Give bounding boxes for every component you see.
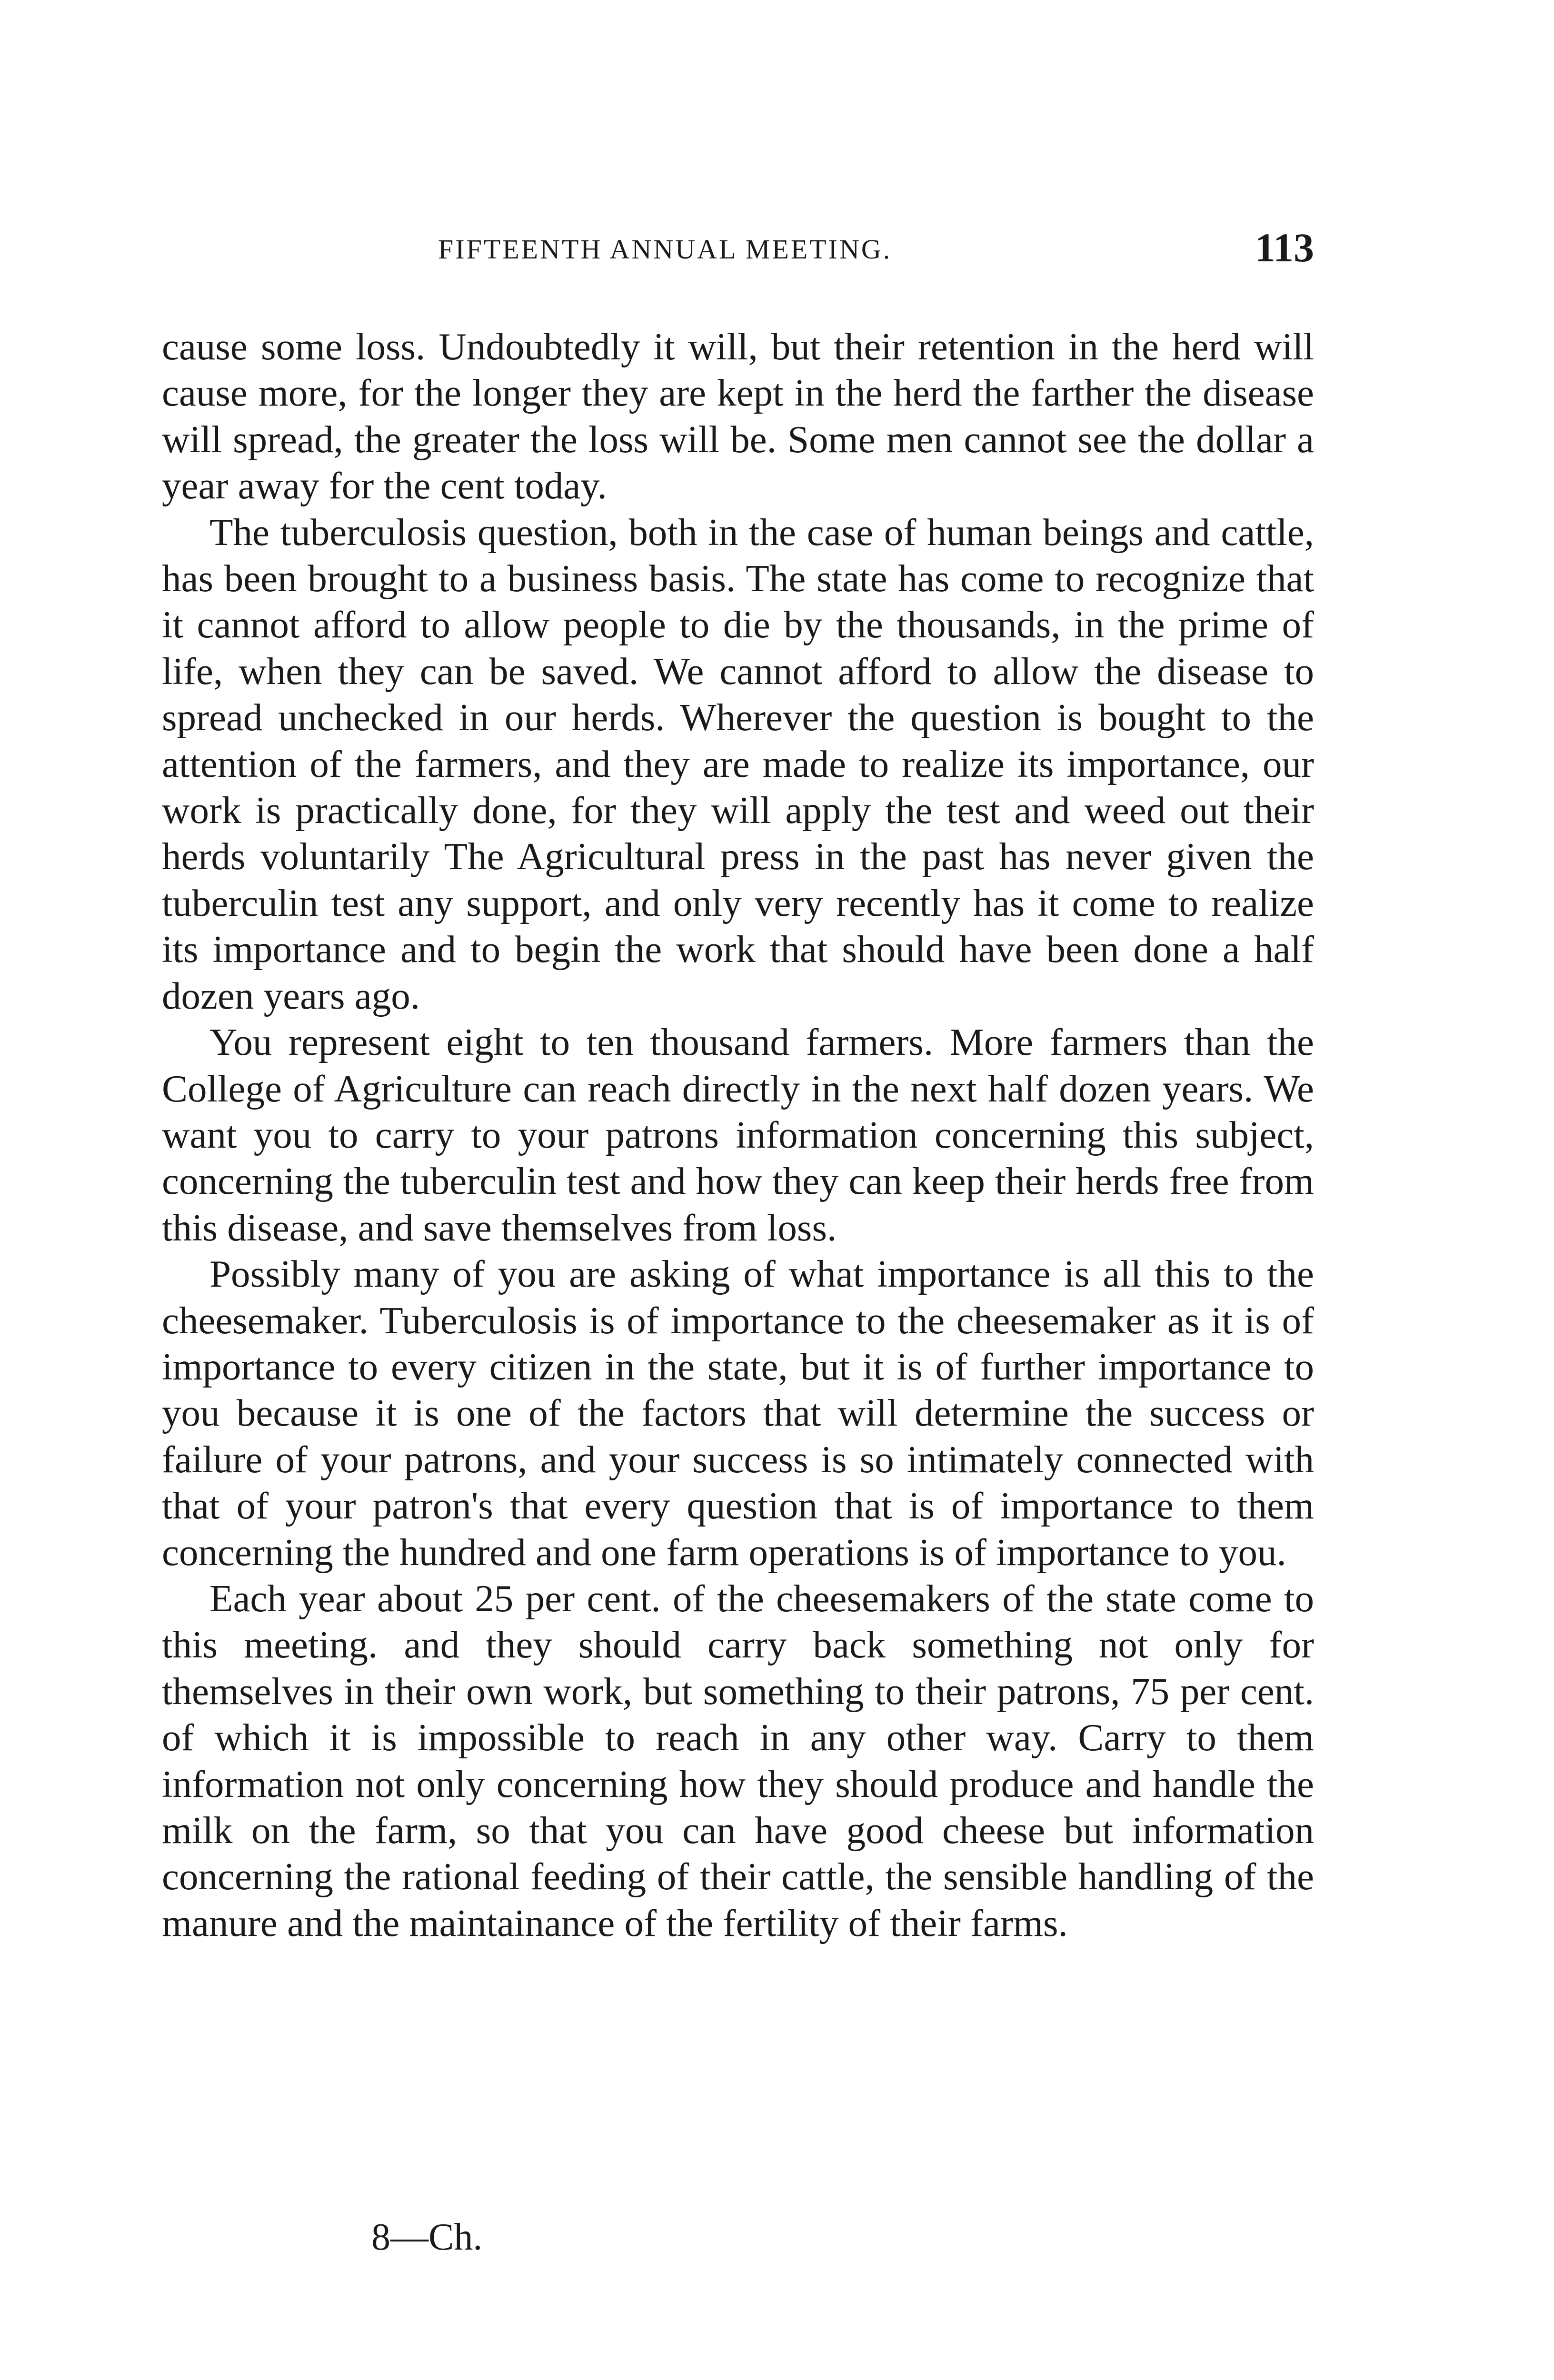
paragraph-2: The tuberculosis question, both in the case of human beings and cattle, has been brought to a business basis. The state has come to recognize that it cannot afford to allow people to die by the thousands, in the prime of life, when they can be saved. We cannot afford to allow the disease to spread unchecked in our herds. Wherever the question is bought to the attention of the farmers, and they are made to realize its importance, our work is practically done, for they will apply the test and weed out their herds voluntarily The Agricultural press in the past has never given the tuberculin test any support, and only very recently has it come to realize its importance and to begin the work that should have been done a half dozen years ago.	[162, 510, 1314, 1017]
paragraph-4: Possibly many of you are asking of what importance is all this to the cheesemaker. Tuberculosis is of importance to the cheesemaker as it is of importance to every citizen in the state, but it is of further importance to you because it is one of the factors that will determine the success or failure of your patrons, and your success is so intimately connected with that of your patron's that every question that is of importance to them concerning the hundred and one farm operations is of importance to you.	[162, 1252, 1314, 1574]
page-number: 113	[1255, 225, 1314, 270]
signature-mark: 8—Ch.	[371, 2216, 483, 2258]
running-head: FIFTEENTH ANNUAL MEETING.	[438, 234, 892, 265]
page-header	[162, 224, 1314, 286]
paragraph-3: You represent eight to ten thousand farmers. More farmers than the College of Agriculture can reach directly in the next half dozen years. We want you to carry to your patrons information concerning this subject, concerning the tuberculin test and how they can keep their herds free from this disease, and save themselves from loss.	[162, 1021, 1314, 1249]
paragraph-1: cause some loss. Undoubtedly it will, but their retention in the herd will cause more, for the longer they are kept in the herd the farther the disease will spread, the greater the loss will be. Some men cannot see the dollar a year away for the cent today.	[162, 325, 1314, 507]
paragraph-5: Each year about 25 per cent. of the cheesemakers of the state come to this meeting. and they should carry back something not only for themselves in their own work, but something to their patrons, 75 per cent. of which it is impossible to reach in any other way. Carry to them information not only concerning how they should produce and handle the milk on the farm, so that you can have good cheese but information concerning the rational feeding of their cattle, the sensible handling of the manure and the maintainance of the fertility of their farms.	[162, 1577, 1314, 1944]
body-text	[162, 324, 1314, 1946]
